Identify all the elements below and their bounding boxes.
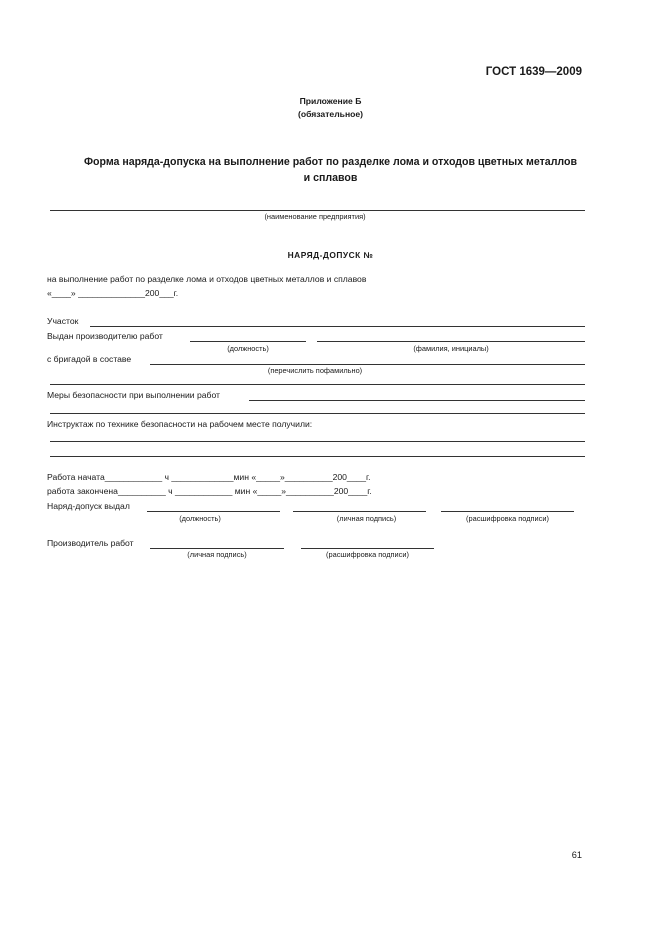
issuer-signature-field[interactable]	[293, 511, 426, 512]
brigade-field[interactable]	[150, 364, 585, 365]
name-caption: (фамилия, инициалы)	[413, 344, 489, 353]
site-field[interactable]	[90, 326, 585, 327]
issuer-decode-field[interactable]	[441, 511, 574, 512]
issued-to-position-field[interactable]	[190, 341, 306, 342]
briefing-field-1[interactable]	[50, 441, 585, 442]
page-number: 61	[571, 850, 582, 860]
manager-label: Производитель работ	[47, 538, 134, 548]
brigade-label: с бригадой в составе	[47, 354, 132, 364]
issued-to-label: Выдан производителю работ	[47, 331, 163, 341]
annex-status: (обязательное)	[297, 109, 364, 119]
enterprise-caption: (наименование предприятия)	[264, 212, 366, 221]
manager-signature-caption: (личная подпись)	[187, 550, 247, 559]
enterprise-name-line[interactable]	[50, 210, 585, 211]
issuer-position-caption: (должность)	[179, 514, 221, 523]
purpose-text: на выполнение работ по разделке лома и отходов цветных металлов и сплавов	[47, 274, 367, 284]
issuer-signature-caption: (личная подпись)	[336, 514, 397, 523]
work-finished-line[interactable]: работа закончена__________ ч ____________ мин «_____»__________200____г.	[47, 486, 372, 496]
brigade-field-extra[interactable]	[50, 384, 585, 385]
standard-number: ГОСТ 1639—2009	[485, 66, 582, 78]
work-started-line[interactable]: Работа начата____________ ч _____________мин «_____»__________200____г.	[47, 472, 371, 482]
site-label: Участок	[47, 316, 79, 326]
briefing-label: Инструктаж по технике безопасности на рабочем месте получили:	[47, 419, 313, 429]
safety-field-extra[interactable]	[50, 413, 585, 414]
position-caption: (должность)	[227, 344, 269, 353]
form-title-line2: и сплавов	[303, 172, 358, 184]
issuer-decode-caption: (расшифровка подписи)	[466, 514, 549, 523]
manager-decode-caption: (расшифровка подписи)	[326, 550, 409, 559]
permit-heading: НАРЯД-ДОПУСК №	[287, 250, 374, 260]
brigade-caption: (перечислить пофамильно)	[267, 366, 363, 375]
issued-to-name-field[interactable]	[317, 341, 585, 342]
manager-decode-field[interactable]	[301, 548, 434, 549]
date-line[interactable]: «____» ______________200___г.	[47, 288, 179, 298]
issuer-position-field[interactable]	[147, 511, 280, 512]
issued-by-label: Наряд-допуск выдал	[47, 501, 130, 511]
safety-label: Меры безопасности при выполнении работ	[47, 390, 220, 400]
safety-field[interactable]	[249, 400, 585, 401]
manager-signature-field[interactable]	[150, 548, 284, 549]
form-title-line1: Форма наряда-допуска на выполнение работ по разделке лома и отходов цветных металлов	[83, 156, 578, 168]
briefing-field-2[interactable]	[50, 456, 585, 457]
annex-title: Приложение Б	[299, 96, 362, 106]
